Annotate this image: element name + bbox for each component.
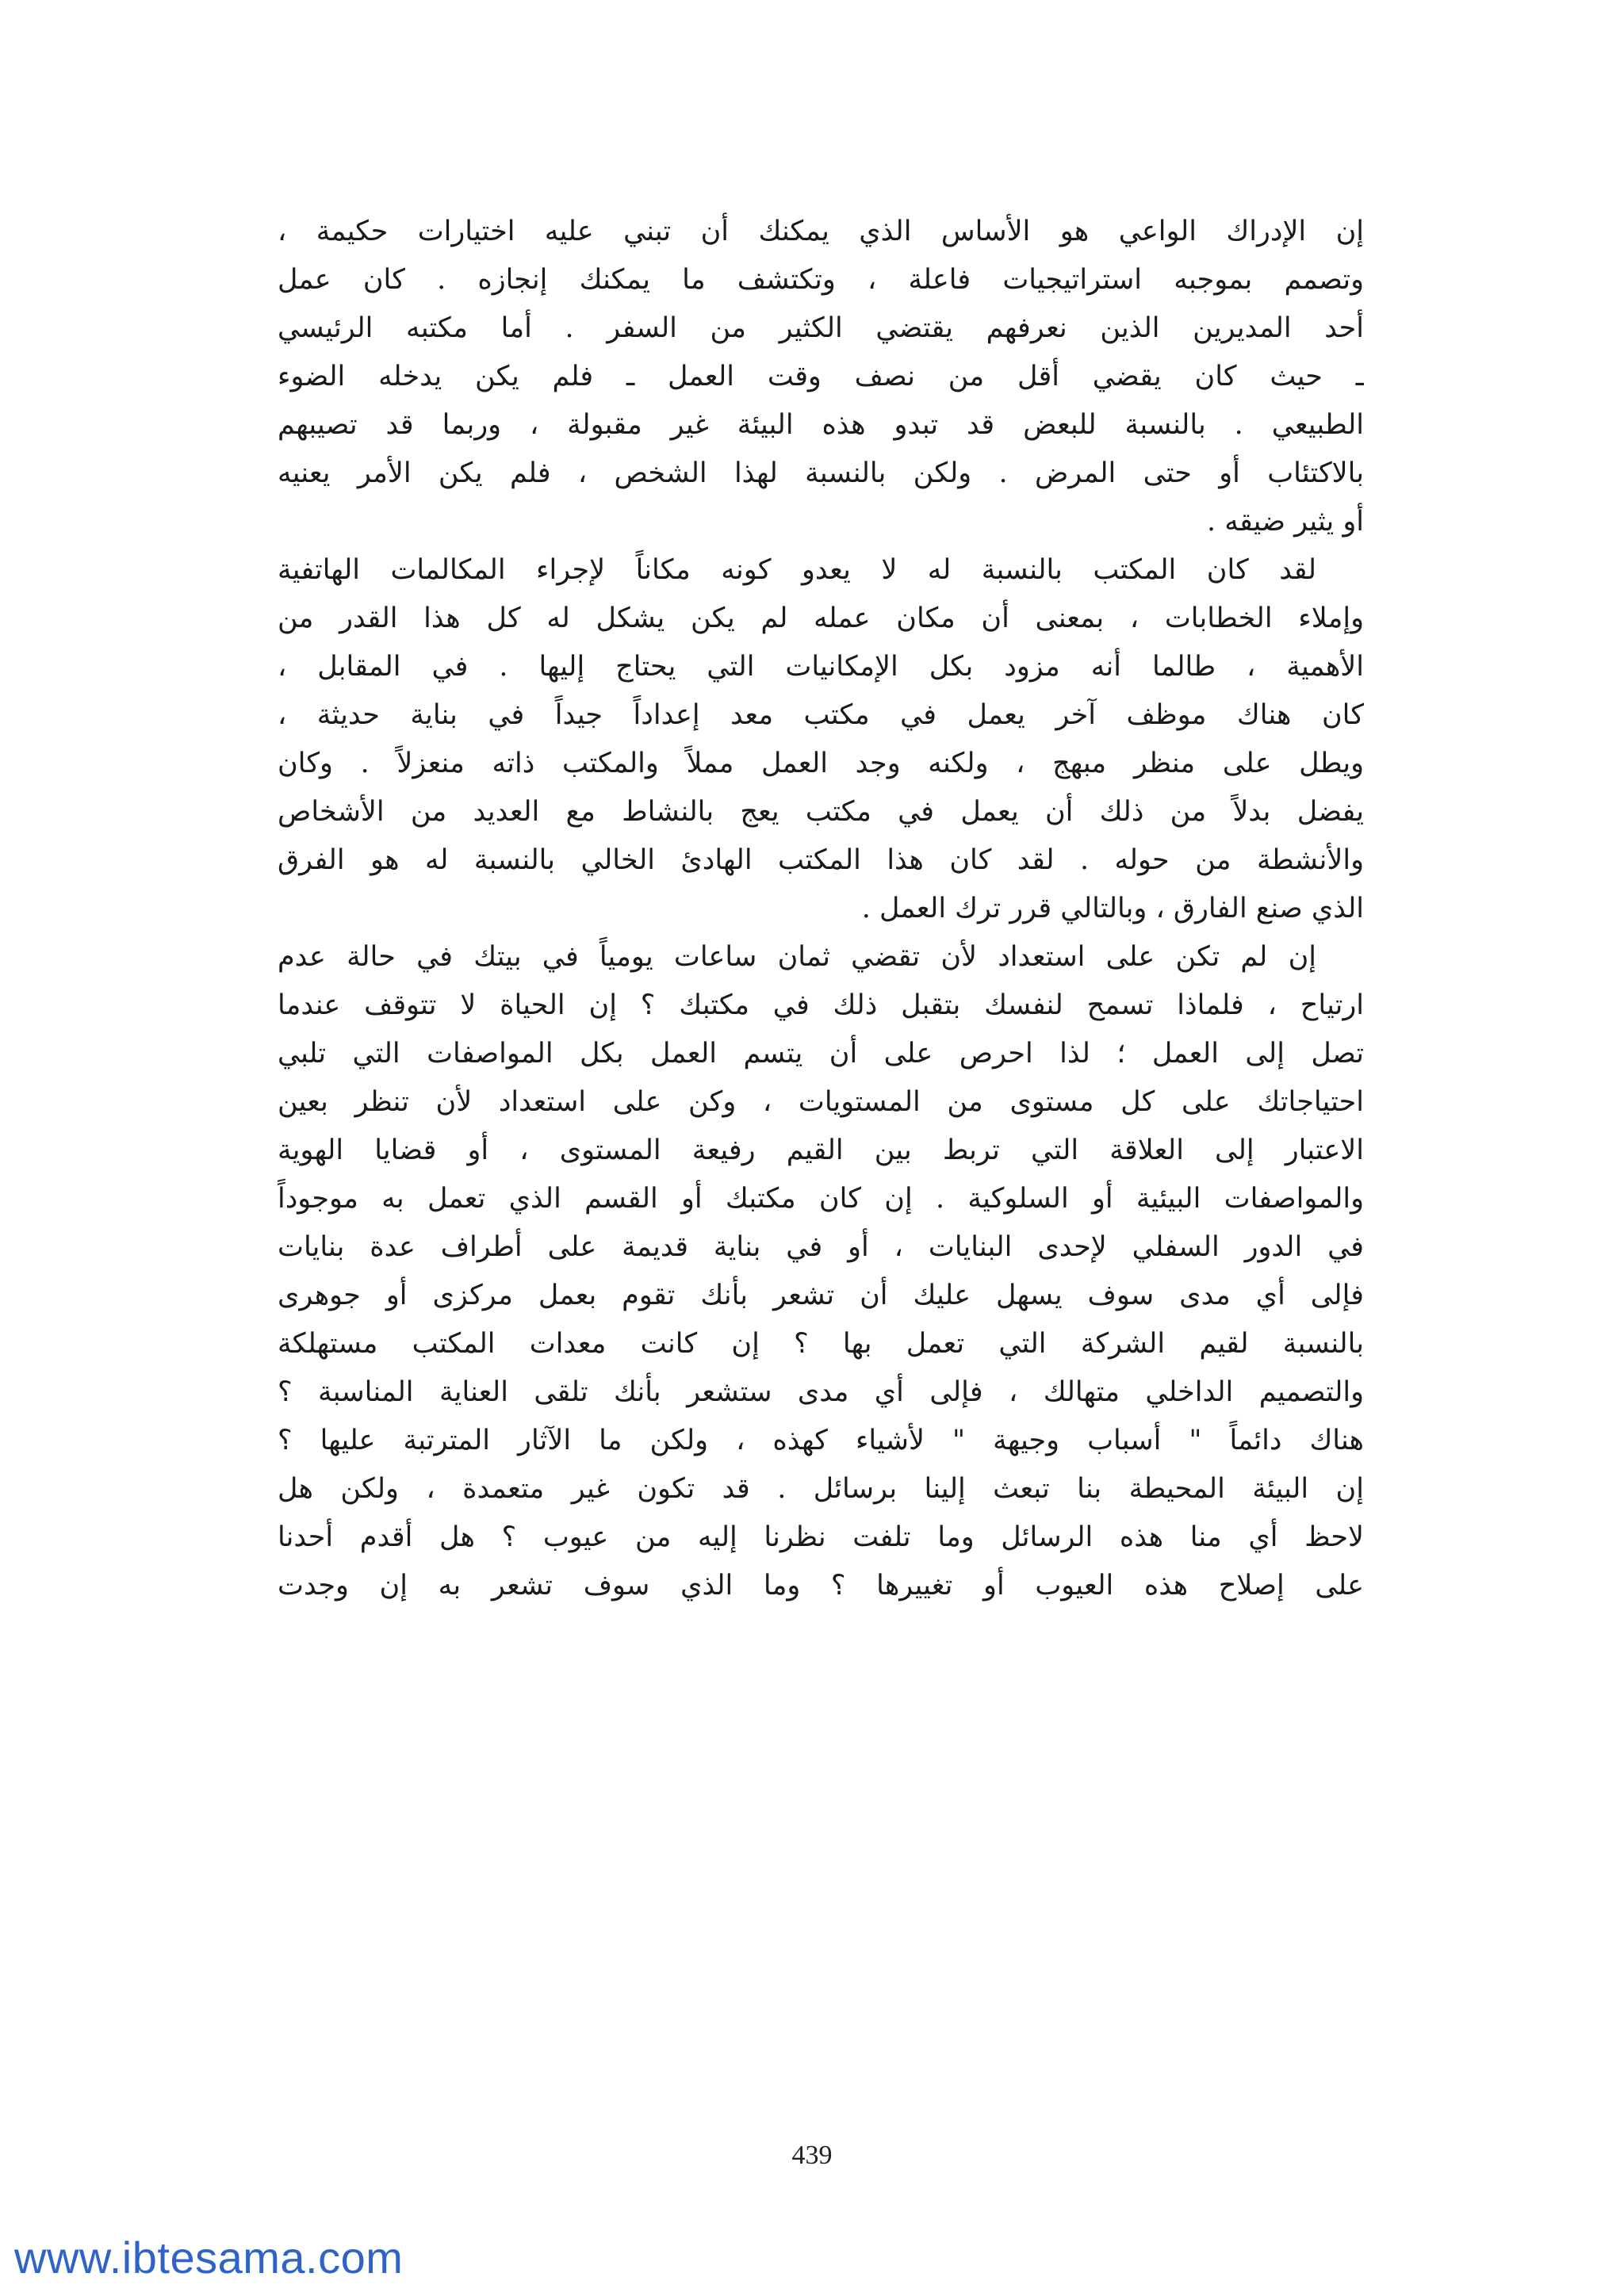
text-line: أو يثير ضيقه .: [1206, 506, 1364, 538]
text-line: تصل إلى العمل ؛ لذا احرص على أن يتسم العمل بكل المواصفات التي تلبي: [278, 1038, 1364, 1070]
text-line: ويطل على منظر مبهج ، ولكنه وجد العمل مملاً والمكتب ذاته منعزلاً . وكان: [278, 748, 1364, 779]
text-line: أحد المديرين الذين نعرفهم يقتضي الكثير من السفر . أما مكتبه الرئيسي: [278, 312, 1364, 344]
text-line: احتياجاتك على كل مستوى من المستويات ، وكن على استعداد لأن تنظر بعين: [278, 1086, 1364, 1118]
text-line: وتصمم بموجبه استراتيجيات فاعلة ، وتكتشف ما يمكنك إنجازه . كان عمل: [278, 264, 1364, 296]
text-line: فإلى أي مدى سوف يسهل عليك أن تشعر بأنك تقوم بعمل مركزى أو جوهرى: [278, 1280, 1364, 1311]
page-number: 439: [791, 2141, 833, 2170]
text-line: لقد كان المكتب بالنسبة له لا يعدو كونه مكاناً لإجراء المكالمات الهاتفية: [278, 554, 1316, 586]
text-line: الذي صنع الفارق ، وبالتالي قرر ترك العمل .: [861, 893, 1364, 924]
text-line: هناك دائماً " أسباب وجيهة " لأشياء كهذه ، ولكن ما الآثار المترتبة عليها ؟: [278, 1425, 1364, 1456]
text-line: إن لم تكن على استعداد لأن تقضي ثمان ساعات يومياً في بيتك في حالة عدم: [278, 941, 1316, 973]
text-line: في الدور السفلي لإحدى البنايات ، أو في بناية قديمة على أطراف عدة بنايات: [278, 1231, 1364, 1263]
text-line: ارتياح ، فلماذا تسمح لنفسك بتقبل ذلك في مكتبك ؟ إن الحياة لا تتوقف عندما: [278, 989, 1364, 1021]
text-line: إن الإدراك الواعي هو الأساس الذي يمكنك أن تبني عليه اختيارات حكيمة ،: [278, 216, 1364, 247]
text-line: إن البيئة المحيطة بنا تبعث إلينا برسائل . قد تكون غير متعمدة ، ولكن هل: [278, 1473, 1364, 1505]
text-line: كان هناك موظف آخر يعمل في مكتب معد إعداداً جيداً في بناية حديثة ،: [278, 699, 1364, 731]
text-line: والأنشطة من حوله . لقد كان هذا المكتب الهادئ الخالي بالنسبة له هو الفرق: [278, 844, 1364, 876]
text-line: والمواصفات البيئية أو السلوكية . إن كان مكتبك أو القسم الذي تعمل به موجوداً: [278, 1183, 1364, 1215]
text-line: ـ حيث كان يقضي أقل من نصف وقت العمل ـ فلم يكن يدخله الضوء: [278, 361, 1364, 392]
text-line: الطبيعي . بالنسبة للبعض قد تبدو هذه البيئة غير مقبولة ، وربما قد تصيبهم: [278, 409, 1364, 441]
text-line: الأهمية ، طالما أنه مزود بكل الإمكانيات التي يحتاج إليها . في المقابل ،: [278, 651, 1364, 683]
text-line: لاحظ أي منا هذه الرسائل وما تلفت نظرنا إليه من عيوب ؟ هل أقدم أحدنا: [278, 1521, 1364, 1553]
text-line: على إصلاح هذه العيوب أو تغييرها ؟ وما الذي سوف تشعر به إن وجدت: [278, 1570, 1364, 1601]
text-line: الاعتبار إلى العلاقة التي تربط بين القيم رفيعة المستوى ، أو قضايا الهوية: [278, 1135, 1364, 1166]
text-line: بالاكتئاب أو حتى المرض . ولكن بالنسبة لهذا الشخص ، فلم يكن الأمر يعنيه: [278, 457, 1364, 489]
text-line: بالنسبة لقيم الشركة التي تعمل بها ؟ إن كانت معدات المكتب مستهلكة: [278, 1328, 1364, 1360]
text-line: والتصميم الداخلي متهالك ، فإلى أي مدى ستشعر بأنك تلقى العناية المناسبة ؟: [278, 1376, 1364, 1408]
text-line: وإملاء الخطابات ، بمعنى أن مكان عمله لم يكن يشكل له كل هذا القدر من: [278, 603, 1364, 634]
body-text: [278, 208, 1364, 1610]
watermark-url: www.ibtesama.com: [14, 2233, 404, 2283]
text-line: يفضل بدلاً من ذلك أن يعمل في مكتب يعج بالنشاط مع العديد من الأشخاص: [278, 796, 1364, 828]
